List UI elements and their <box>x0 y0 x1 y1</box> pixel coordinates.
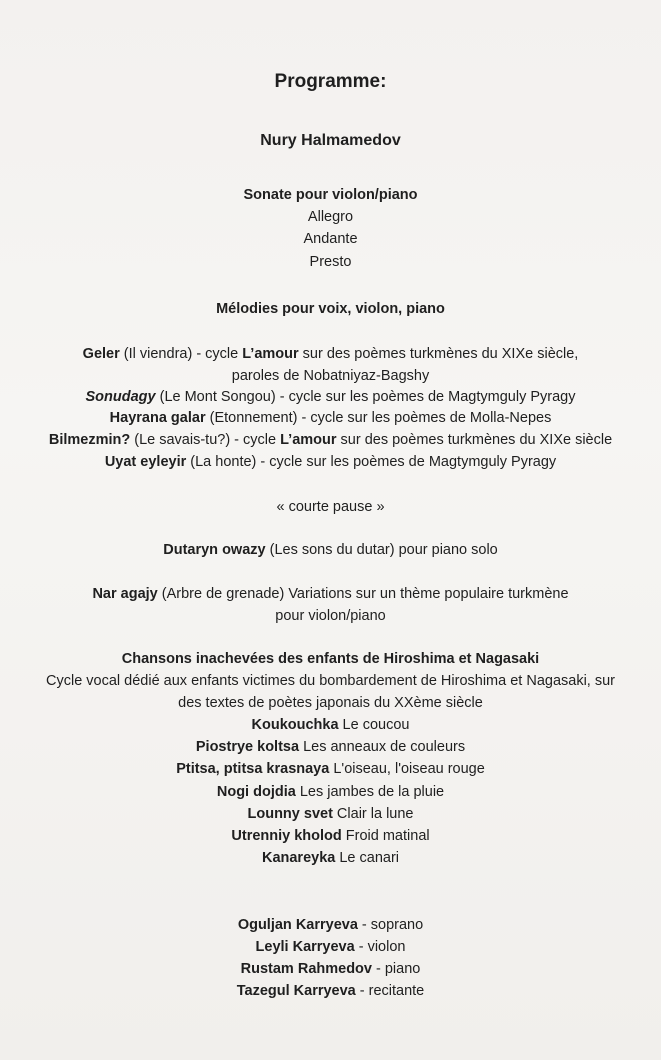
movement-andante: Andante <box>303 231 358 247</box>
melody-title: Geler <box>82 346 120 362</box>
melody-desc-tail: sur des poèmes turkmènes du XIXe siècle <box>336 432 613 448</box>
performer-violin <box>0 937 661 957</box>
performer-role: - piano <box>371 961 421 977</box>
song-title: Utrenniy kholod <box>231 828 342 844</box>
performer-piano <box>0 959 661 979</box>
song-kanareyka <box>0 848 661 868</box>
performer-role: - soprano <box>357 917 424 933</box>
melody-title: Sonudagy <box>85 389 156 405</box>
cycle-name: L’amour <box>242 346 299 362</box>
song-ptitsa <box>0 759 661 779</box>
dutar-piece <box>0 540 661 560</box>
melody-geler <box>0 344 661 364</box>
melody-uyat <box>0 452 661 472</box>
piece-title: Nar agajy <box>92 586 158 602</box>
melody-bilmezmin <box>0 430 661 450</box>
song-translation: Froid matinal <box>341 828 430 844</box>
performer-soprano <box>0 915 661 935</box>
performer-role: - violon <box>354 939 406 955</box>
movement-allegro: Allegro <box>307 209 354 225</box>
sonata-heading: Sonate pour violon/piano <box>243 187 418 203</box>
melody-sonudagy <box>0 387 661 407</box>
melody-desc: (Etonnement) - cycle sur les poèmes de Molla-Nepes <box>205 410 552 426</box>
chansons-heading: Chansons inachevées des enfants de Hiroshima et Nagasaki <box>121 651 540 667</box>
song-translation: Les jambes de la pluie <box>295 784 445 800</box>
song-title: Piostrye koltsa <box>195 739 300 755</box>
chansons-description-1: Cycle vocal dédié aux enfants victimes du bombardement de Hiroshima et Nagasaki, sur <box>46 673 615 689</box>
performer-name: Tazegul Karryeva <box>236 983 356 999</box>
performer-name: Leyli Karryeva <box>255 939 355 955</box>
song-translation: Les anneaux de couleurs <box>299 739 466 755</box>
song-title: Koukouchka <box>251 717 339 733</box>
nar-piece <box>0 584 661 604</box>
nar-piece-instrumentation: pour violon/piano <box>275 608 386 624</box>
movement-presto: Presto <box>309 254 352 270</box>
song-translation: Le canari <box>335 850 400 866</box>
piece-desc: (Les sons du dutar) pour piano solo <box>265 542 498 558</box>
performer-reciter <box>0 981 661 1001</box>
cycle-name: L’amour <box>280 432 337 448</box>
chansons-description-2: des textes de poètes japonais du XXème siècle <box>178 695 483 711</box>
melody-title: Hayrana galar <box>109 410 206 426</box>
song-lounny-svet <box>0 804 661 824</box>
song-nogi-dojdia <box>0 782 661 802</box>
melody-hayrana <box>0 408 661 428</box>
song-title: Kanareyka <box>261 850 336 866</box>
song-title: Lounny svet <box>247 806 333 822</box>
song-title: Nogi dojdia <box>216 784 296 800</box>
performer-name: Oguljan Karryeva <box>237 917 358 933</box>
song-koukouchka <box>0 715 661 735</box>
programme-title: Programme: <box>274 71 387 92</box>
song-translation: Clair la lune <box>332 806 414 822</box>
performer-role: - recitante <box>355 983 425 999</box>
performer-name: Rustam Rahmedov <box>240 961 372 977</box>
song-translation: Le coucou <box>338 717 410 733</box>
melody-desc: (Le Mont Songou) - cycle sur les poèmes de Magtymguly Pyragy <box>155 389 576 405</box>
melody-desc: (Le savais-tu?) - cycle <box>130 432 281 448</box>
song-title: Ptitsa, ptitsa krasnaya <box>176 761 330 777</box>
melody-title: Uyat eyleyir <box>104 454 187 470</box>
melodies-heading: Mélodies pour voix, violon, piano <box>216 301 445 317</box>
song-translation: L'oiseau, l'oiseau rouge <box>329 761 485 777</box>
song-utrenniy-kholod <box>0 826 661 846</box>
melody-desc-tail: sur des poèmes turkmènes du XIXe siècle, <box>298 346 579 362</box>
melody-desc: (La honte) - cycle sur les poèmes de Magtymguly Pyragy <box>186 454 557 470</box>
composer-name: Nury Halmamedov <box>260 132 401 149</box>
piece-desc: (Arbre de grenade) Variations sur un thème populaire turkmène <box>157 586 569 602</box>
melody-desc: (Il viendra) - cycle <box>119 346 243 362</box>
melody-title: Bilmezmin? <box>48 432 131 448</box>
melody-geler-lyricist: paroles de Nobatniyaz-Bagshy <box>231 368 430 384</box>
song-piostrye-koltsa <box>0 737 661 757</box>
intermission-note: « courte pause » <box>276 499 385 515</box>
piece-title: Dutaryn owazy <box>163 542 266 558</box>
